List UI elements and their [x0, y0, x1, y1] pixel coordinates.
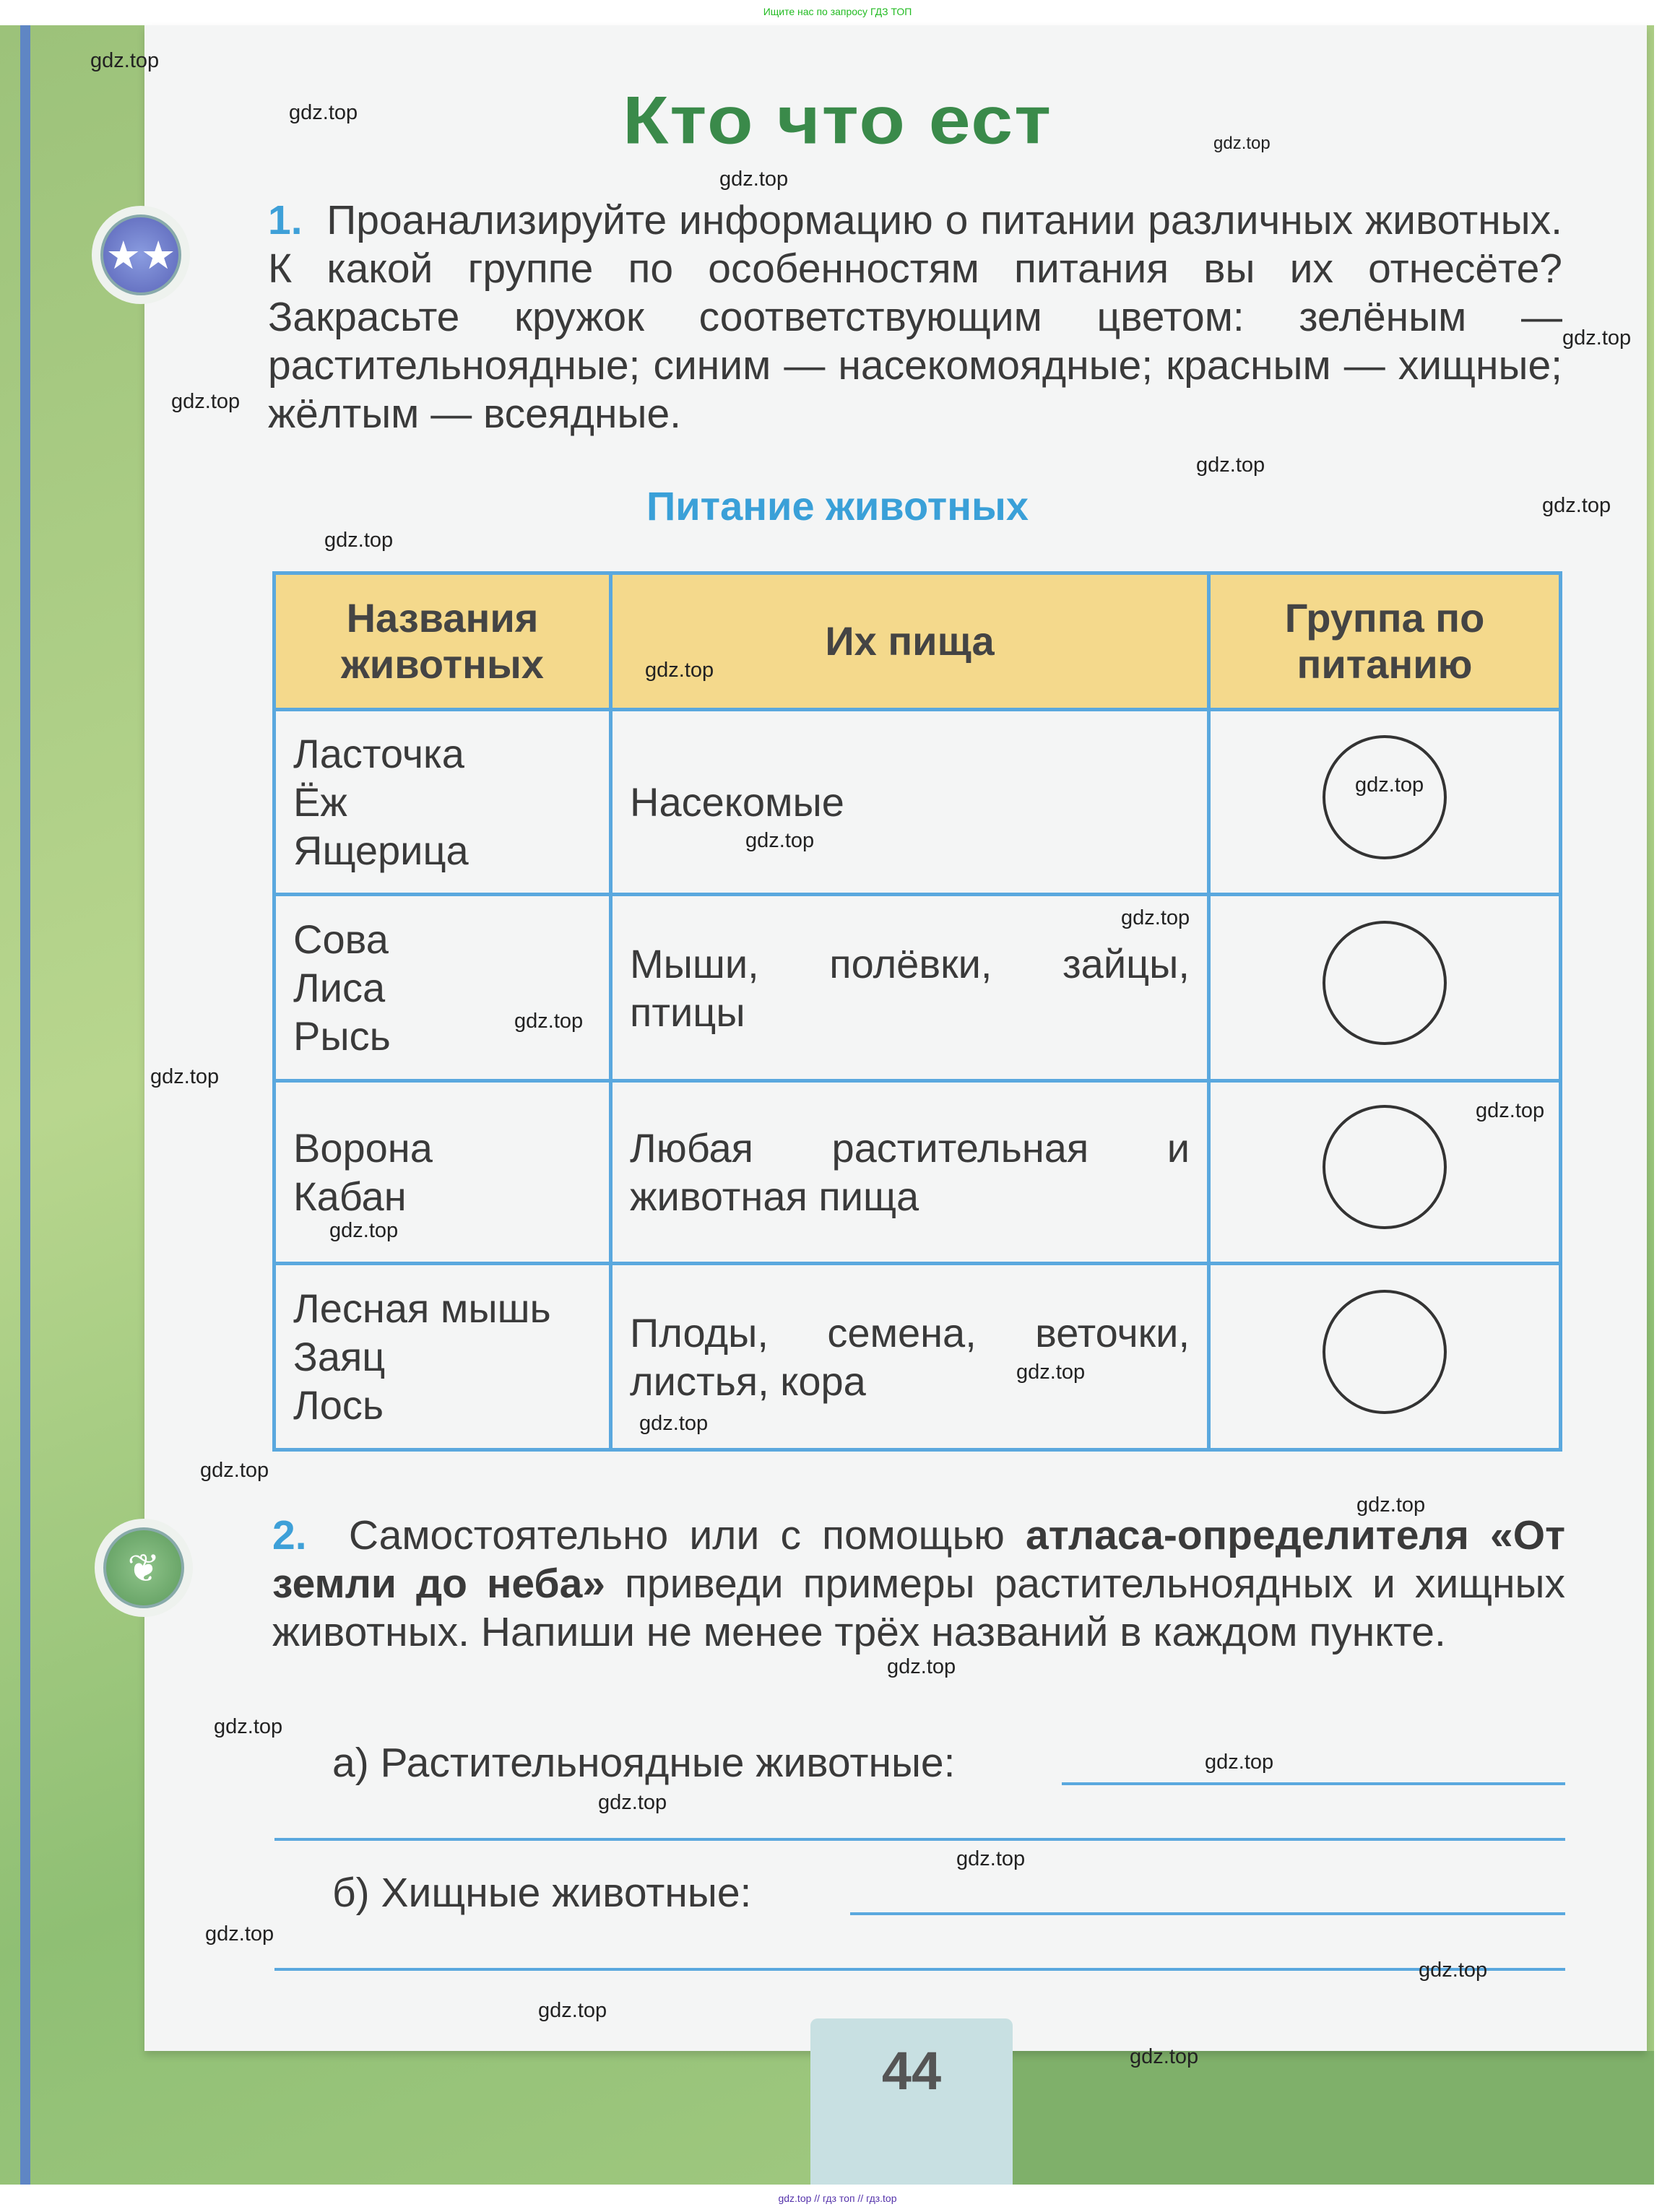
animals-cell: [274, 1264, 611, 1450]
text: 2.: [272, 1512, 307, 1558]
stars-badge: [92, 206, 190, 304]
watermark: gdz.top: [205, 1922, 274, 1946]
watermark: gdz.top: [1476, 1099, 1545, 1122]
text: Лиса: [293, 965, 386, 1010]
answer-b-line-1[interactable]: [850, 1912, 1565, 1915]
food-cell: Насекомые: [611, 710, 1209, 895]
watermark: gdz.top: [90, 49, 160, 72]
watermark: gdz.top: [538, 1999, 607, 2022]
answer-a-line-2[interactable]: [274, 1838, 1565, 1841]
watermark: gdz.top: [719, 168, 789, 191]
watermark: gdz.top: [745, 829, 815, 852]
top-note: Ищите нас по запросу ГДЗ ТОП: [763, 6, 912, 17]
text: Самостоятельно или с помощью: [348, 1512, 1026, 1558]
table-row: [274, 710, 1561, 895]
watermark: gdz.top: [639, 1412, 709, 1435]
color-circle[interactable]: [1323, 1105, 1447, 1229]
watermark: gdz.top: [645, 659, 714, 682]
task-1: [268, 196, 1562, 438]
leaf-icon: ❦: [103, 1527, 184, 1608]
text: Сова: [293, 916, 389, 962]
animals-cell: [274, 895, 611, 1081]
text: Ворона: [293, 1125, 433, 1171]
watermark: gdz.top: [1016, 1361, 1086, 1384]
watermark: gdz.top: [289, 101, 358, 124]
watermark: gdz.top: [887, 1655, 956, 1678]
header-animals: Названия животных: [274, 573, 611, 710]
text: приведи примеры растительноядных и хищных животных. Напиши не менее трёх названий в каждом пункте.: [272, 1561, 1566, 1655]
watermark: gdz.top: [1419, 1959, 1488, 1982]
text: Заяц: [293, 1334, 386, 1379]
watermark: gdz.top: [956, 1847, 1026, 1870]
watermark: gdz.top: [324, 529, 394, 552]
animals-cell: [274, 1081, 611, 1264]
watermark: gdz.top: [1562, 326, 1632, 350]
task-2: [272, 1511, 1565, 1657]
stars-icon: ★★: [100, 214, 181, 295]
footer-note: gdz.top // гдз топ // гдз.top: [778, 2193, 897, 2204]
page-number: 44: [810, 2018, 1013, 2185]
nutrition-table: [272, 571, 1562, 1452]
table-title: Питание животных: [646, 483, 1029, 529]
page-title: Кто что ест: [622, 82, 1053, 159]
text: Рысь: [293, 1013, 391, 1059]
answer-a-line-1[interactable]: [1062, 1782, 1565, 1785]
task-text: Проанализируйте информацию о питании различных животных. К какой группе по особенностям питания вы их отнесёте? Закрасьте кружок соответствующим цветом: зелёным — растительноядные; синим — насекомоядные; красным — хищные; жёлтым — всеядные.: [268, 197, 1562, 437]
watermark: gdz.top: [150, 1065, 220, 1088]
watermark: gdz.top: [1130, 2045, 1199, 2068]
watermark: gdz.top: [1196, 454, 1265, 477]
table-row: [274, 895, 1561, 1081]
watermark: gdz.top: [171, 390, 241, 413]
header-group: Группа по питанию: [1209, 573, 1561, 710]
table-header-row: [274, 573, 1561, 710]
text: Кабан: [293, 1174, 407, 1219]
table-row: [274, 1264, 1561, 1450]
watermark: gdz.top: [598, 1791, 667, 1814]
watermark: gdz.top: [214, 1715, 283, 1738]
text: Лесная мышь: [293, 1285, 551, 1331]
task-number: 1.: [268, 197, 303, 243]
text: Ящерица: [293, 828, 469, 873]
watermark: gdz.top: [1213, 134, 1271, 153]
text: атласа-определителя «От земли до неба»: [272, 1512, 1565, 1607]
animals-cell: [274, 710, 611, 895]
color-circle[interactable]: [1323, 1290, 1447, 1414]
text: Ёж: [293, 779, 347, 825]
watermark: gdz.top: [1356, 1493, 1426, 1517]
watermark: gdz.top: [1355, 773, 1424, 797]
food-cell: Мыши, полёвки, зайцы, птицы: [611, 895, 1209, 1081]
answer-b-label: б) Хищные животные:: [332, 1870, 752, 1916]
watermark: gdz.top: [1542, 494, 1611, 517]
watermark: gdz.top: [1205, 1751, 1274, 1774]
text: Ласточка: [293, 731, 464, 776]
binding-line: [20, 25, 30, 2185]
text: Лось: [293, 1382, 384, 1428]
header-food: Их пища: [611, 573, 1209, 710]
table-row: [274, 1081, 1561, 1264]
color-circle[interactable]: [1323, 921, 1447, 1045]
watermark: gdz.top: [200, 1459, 269, 1482]
answer-b-line-2[interactable]: [274, 1968, 1565, 1971]
food-cell: Любая растительная и животная пища: [611, 1081, 1209, 1264]
watermark: gdz.top: [1121, 906, 1190, 929]
answer-a-label: а) Растительноядные животные:: [332, 1740, 956, 1786]
leaf-badge: [95, 1519, 193, 1617]
watermark: gdz.top: [329, 1219, 399, 1242]
watermark: gdz.top: [514, 1010, 584, 1033]
food-cell: Плоды, семена, веточки, листья, кора: [611, 1264, 1209, 1450]
